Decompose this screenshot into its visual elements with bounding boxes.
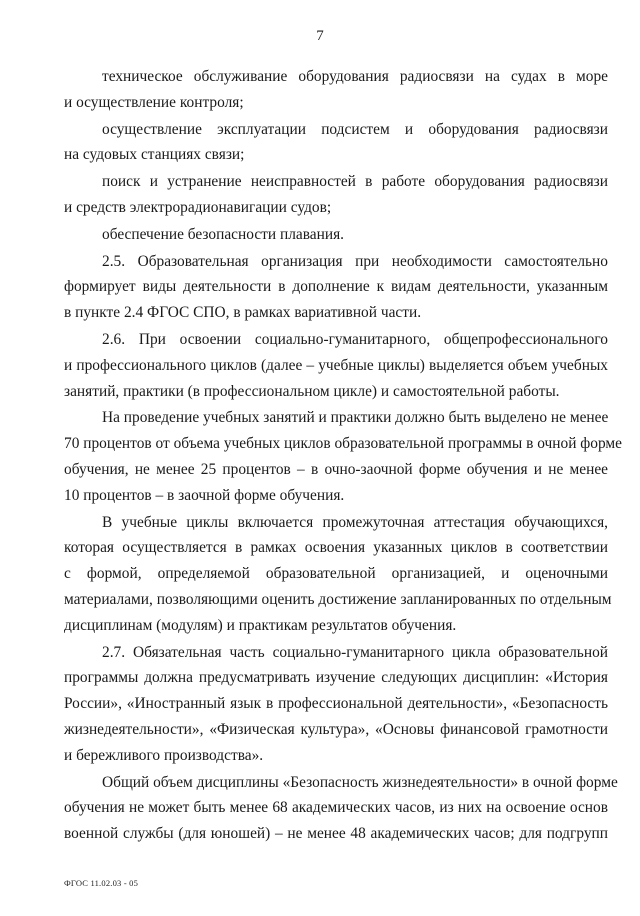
- text-line: с формой, определяемой образовательной организацией, и оценочными: [64, 565, 608, 583]
- paragraph: [64, 64, 608, 116]
- text-line: осуществление эксплуатации подсистем и оборудования радиосвязи: [102, 120, 608, 138]
- text-line: 70 процентов от объема учебных циклов образовательной программы в очной форме: [64, 435, 622, 453]
- text-line: в пункте 2.4 ФГОС СПО, в рамках вариативной части.: [64, 304, 422, 322]
- text-line: В учебные циклы включается промежуточная аттестация обучающихся,: [102, 513, 608, 531]
- paragraph: [64, 405, 622, 508]
- paragraph: [64, 169, 608, 221]
- text-line: и средств электрорадионавигации судов;: [64, 198, 332, 216]
- text-line: поиск и устранение неисправностей в работе оборудования радиосвязи: [102, 173, 608, 191]
- text-line: Общий объем дисциплины «Безопасность жизнедеятельности» в очной форме: [102, 773, 618, 791]
- text-line: дисциплинам (модулям) и практикам результатов обучения.: [64, 616, 457, 634]
- text-line: материалами, позволяющими оценить достижение запланированных по отдельным: [64, 590, 612, 608]
- text-line: жизнедеятельности», «Физическая культура», «Основы финансовой грамотности: [64, 720, 608, 738]
- text-line: обеспечение безопасности плавания.: [102, 225, 345, 243]
- document-code-footer: ФГОС 11.02.03 - 05: [64, 878, 139, 888]
- text-line: обучения, не менее 25 процентов – в очно-заочной форме обучения и не менее: [64, 460, 608, 478]
- paragraph: [64, 222, 608, 248]
- text-line: 2.5. Образовательная организация при необходимости самостоятельно: [102, 252, 608, 270]
- text-line: программы должна предусматривать изучение следующих дисциплин: «История: [64, 669, 608, 687]
- body-text: [64, 64, 622, 847]
- text-line: и профессионального циклов (далее – учебные циклы) выделяется объем учебных: [64, 356, 608, 374]
- text-line: 2.7. Обязательная часть социально-гуманитарного цикла образовательной: [102, 643, 608, 661]
- text-line: России», «Иностранный язык в профессиональной деятельности», «Безопасность: [64, 695, 608, 713]
- paragraph: [64, 770, 618, 847]
- text-line: 2.6. При освоении социально-гуманитарного, общепрофессионального: [102, 330, 608, 348]
- text-line: занятий, практики (в профессиональном цикле) и самостоятельной работы.: [64, 382, 560, 400]
- text-line: и осуществление контроля;: [64, 93, 244, 111]
- text-line: техническое обслуживание оборудования радиосвязи на судах в море: [102, 68, 608, 85]
- text-line: формирует виды деятельности в дополнение к видам деятельности, указанным: [64, 278, 608, 296]
- text-line: которая осуществляется в рамках освоения указанных циклов в соответствии: [64, 539, 608, 557]
- text-line: обучения не может быть менее 68 академических часов, из них на освоение основ: [64, 799, 608, 817]
- text-line: На проведение учебных занятий и практики должно быть выделено не менее: [102, 409, 609, 427]
- paragraph: [64, 249, 608, 326]
- paragraph: [64, 327, 608, 404]
- paragraph: [64, 510, 612, 639]
- text-line: и бережливого производства».: [64, 746, 264, 764]
- page-number: 7: [316, 28, 324, 44]
- text-line: 10 процентов – в заочной форме обучения.: [64, 486, 345, 504]
- text-line: военной службы (для юношей) – не менее 48 академических часов; для подгрупп: [64, 825, 608, 843]
- text-line: на судовых станциях связи;: [64, 146, 245, 164]
- paragraph: [64, 640, 608, 769]
- paragraph: [64, 117, 608, 169]
